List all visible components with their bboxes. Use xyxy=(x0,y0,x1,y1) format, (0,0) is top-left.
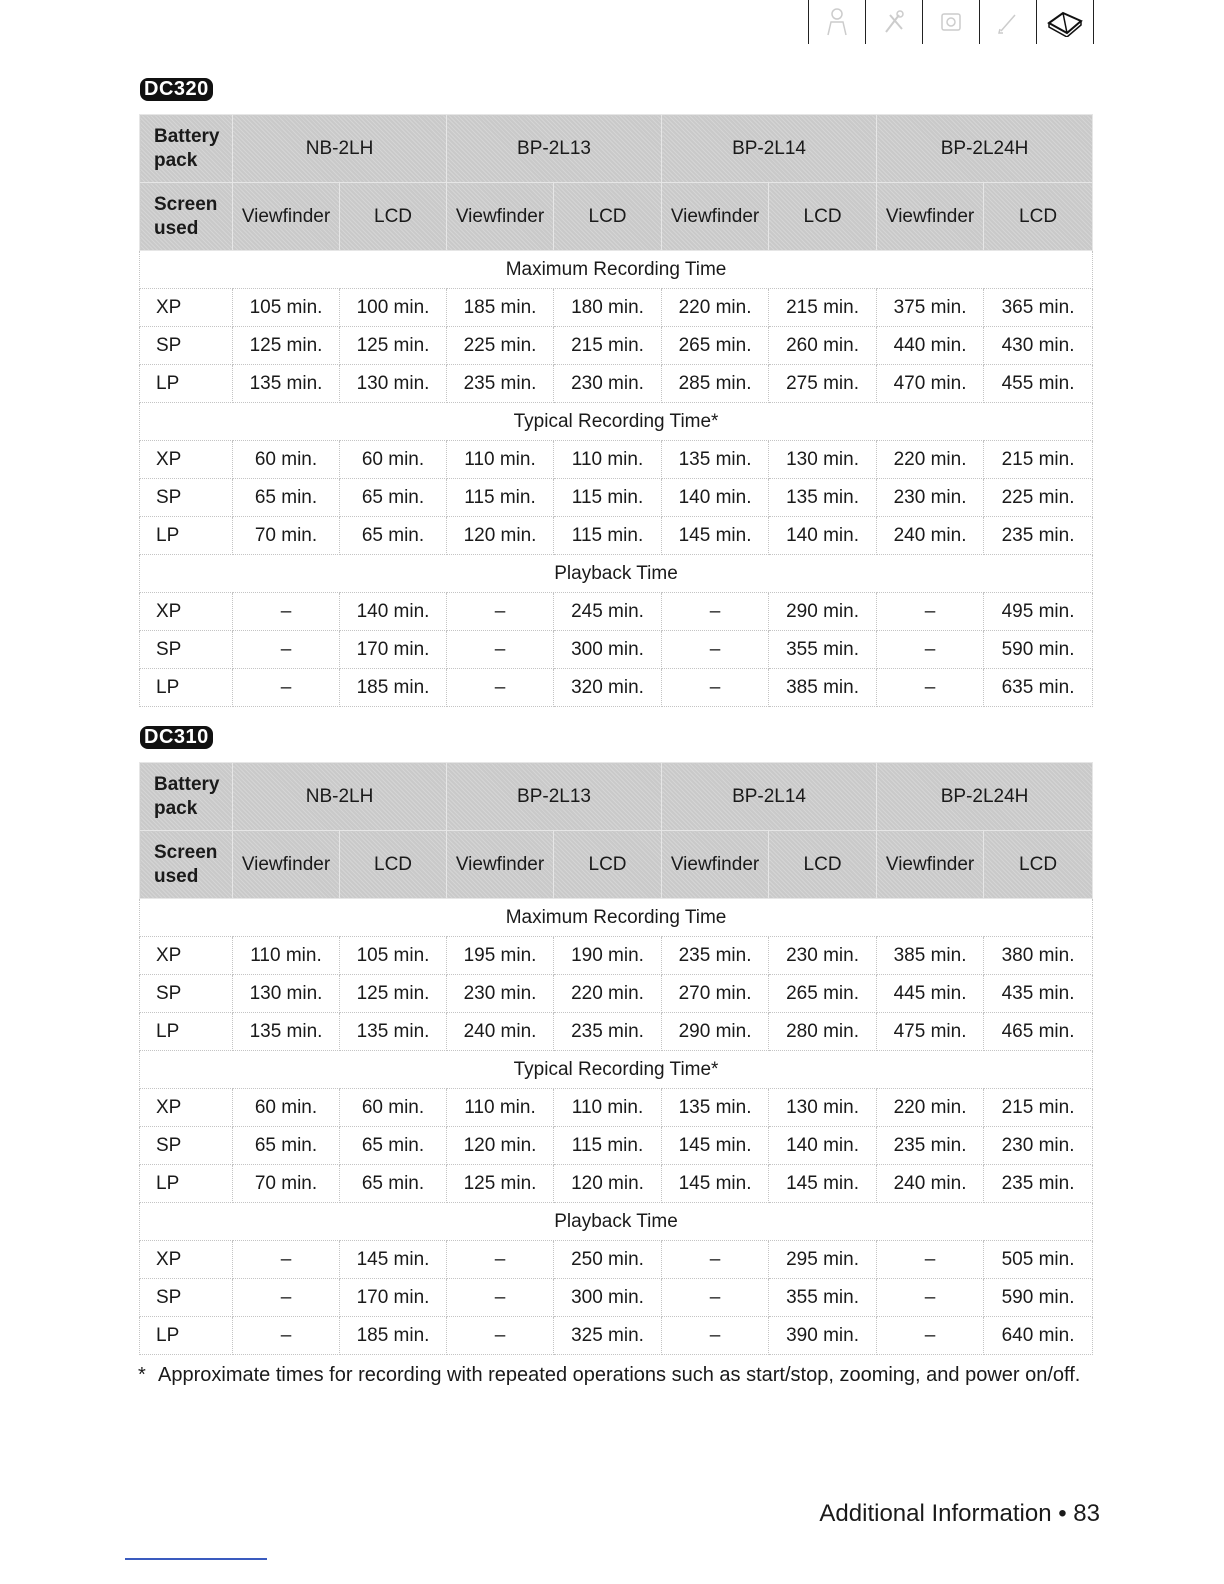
time-value: – xyxy=(447,631,554,669)
time-value: 250 min. xyxy=(554,1241,662,1279)
footer-section-title: Additional Information xyxy=(819,1500,1052,1527)
table-row xyxy=(140,937,1093,975)
battery-model: NB-2LH xyxy=(233,763,447,831)
time-value: 65 min. xyxy=(340,517,447,555)
time-value: – xyxy=(877,1317,984,1355)
table-row xyxy=(140,441,1093,479)
table-row xyxy=(140,479,1093,517)
time-value: 265 min. xyxy=(662,327,769,365)
time-value: 185 min. xyxy=(340,1317,447,1355)
recording-mode: SP xyxy=(140,1279,233,1317)
time-value: – xyxy=(233,1241,340,1279)
time-value: 235 min. xyxy=(877,1127,984,1165)
time-value: 240 min. xyxy=(877,517,984,555)
recording-mode: XP xyxy=(140,593,233,631)
time-value: 140 min. xyxy=(662,479,769,517)
screen-type: Viewfinder xyxy=(877,183,984,251)
recording-mode: XP xyxy=(140,937,233,975)
time-value: 125 min. xyxy=(233,327,340,365)
recording-mode: LP xyxy=(140,1317,233,1355)
group-title: Playback Time xyxy=(140,1203,1093,1241)
battery-model: BP-2L24H xyxy=(877,763,1093,831)
footer-bullet: • xyxy=(1058,1500,1067,1527)
time-value: 70 min. xyxy=(233,517,340,555)
battery-model: BP-2L13 xyxy=(447,115,662,183)
battery-model: NB-2LH xyxy=(233,115,447,183)
screen-type: LCD xyxy=(984,831,1093,899)
time-value: 190 min. xyxy=(554,937,662,975)
time-value: 115 min. xyxy=(554,517,662,555)
time-value: 440 min. xyxy=(877,327,984,365)
time-value: – xyxy=(877,669,984,707)
screen-type: Viewfinder xyxy=(233,183,340,251)
time-value: 100 min. xyxy=(340,289,447,327)
time-value: 60 min. xyxy=(340,1089,447,1127)
time-value: 475 min. xyxy=(877,1013,984,1051)
time-value: 385 min. xyxy=(769,669,877,707)
page-footer xyxy=(819,1500,1100,1528)
time-value: 235 min. xyxy=(447,365,554,403)
battery-model: BP-2L13 xyxy=(447,763,662,831)
time-value: – xyxy=(877,593,984,631)
time-value: – xyxy=(662,1279,769,1317)
time-value: 390 min. xyxy=(769,1317,877,1355)
time-value: 290 min. xyxy=(662,1013,769,1051)
time-value: – xyxy=(447,669,554,707)
time-value: 590 min. xyxy=(984,631,1093,669)
recording-mode: LP xyxy=(140,517,233,555)
screen-type: Viewfinder xyxy=(447,831,554,899)
table-row xyxy=(140,1089,1093,1127)
time-value: 265 min. xyxy=(769,975,877,1013)
time-value: 220 min. xyxy=(877,1089,984,1127)
time-value: 435 min. xyxy=(984,975,1093,1013)
screen-type: Viewfinder xyxy=(662,183,769,251)
recording-mode: SP xyxy=(140,327,233,365)
spec-table xyxy=(139,114,1093,707)
time-value: 215 min. xyxy=(554,327,662,365)
time-value: 115 min. xyxy=(554,1127,662,1165)
time-value: 65 min. xyxy=(233,1127,340,1165)
time-value: – xyxy=(662,1241,769,1279)
time-value: 455 min. xyxy=(984,365,1093,403)
time-value: 240 min. xyxy=(877,1165,984,1203)
time-value: 60 min. xyxy=(340,441,447,479)
table-row xyxy=(140,1317,1093,1355)
table-row xyxy=(140,327,1093,365)
recording-mode: XP xyxy=(140,289,233,327)
screen-type: LCD xyxy=(554,831,662,899)
time-value: 260 min. xyxy=(769,327,877,365)
recording-mode: SP xyxy=(140,1127,233,1165)
nav-tab-edit[interactable] xyxy=(979,0,1036,44)
battery-model: BP-2L24H xyxy=(877,115,1093,183)
time-value: 220 min. xyxy=(662,289,769,327)
time-value: 640 min. xyxy=(984,1317,1093,1355)
time-value: 235 min. xyxy=(984,1165,1093,1203)
time-value: 195 min. xyxy=(447,937,554,975)
time-value: 590 min. xyxy=(984,1279,1093,1317)
table-row xyxy=(140,289,1093,327)
time-value: 180 min. xyxy=(554,289,662,327)
time-value: 60 min. xyxy=(233,1089,340,1127)
time-value: 430 min. xyxy=(984,327,1093,365)
screen-type: LCD xyxy=(984,183,1093,251)
screen-type: Viewfinder xyxy=(233,831,340,899)
screen-type: LCD xyxy=(769,183,877,251)
nav-tab-tools[interactable] xyxy=(865,0,922,44)
time-value: 135 min. xyxy=(769,479,877,517)
time-value: 170 min. xyxy=(340,1279,447,1317)
time-value: 110 min. xyxy=(233,937,340,975)
time-value: 245 min. xyxy=(554,593,662,631)
screen-used-label: Screen used xyxy=(140,831,233,899)
time-value: 135 min. xyxy=(662,1089,769,1127)
time-value: 170 min. xyxy=(340,631,447,669)
time-value: 285 min. xyxy=(662,365,769,403)
time-value: 145 min. xyxy=(340,1241,447,1279)
table-row xyxy=(140,1165,1093,1203)
time-value: 65 min. xyxy=(233,479,340,517)
time-value: 110 min. xyxy=(447,1089,554,1127)
footnote xyxy=(138,1363,1088,1388)
screen-type: LCD xyxy=(340,831,447,899)
table-row xyxy=(140,1279,1093,1317)
time-value: 365 min. xyxy=(984,289,1093,327)
time-value: 60 min. xyxy=(233,441,340,479)
time-value: 125 min. xyxy=(340,975,447,1013)
time-value: – xyxy=(662,669,769,707)
spec-table xyxy=(139,762,1093,1355)
time-value: – xyxy=(447,1279,554,1317)
time-value: 110 min. xyxy=(447,441,554,479)
group-title: Maximum Recording Time xyxy=(140,251,1093,289)
time-value: 230 min. xyxy=(877,479,984,517)
time-value: 470 min. xyxy=(877,365,984,403)
time-value: 275 min. xyxy=(769,365,877,403)
group-title: Typical Recording Time* xyxy=(140,403,1093,441)
time-value: 280 min. xyxy=(769,1013,877,1051)
group-title: Playback Time xyxy=(140,555,1093,593)
page-number: 83 xyxy=(1073,1500,1100,1527)
time-value: 225 min. xyxy=(984,479,1093,517)
time-value: 135 min. xyxy=(662,441,769,479)
time-value: 385 min. xyxy=(877,937,984,975)
time-value: – xyxy=(662,593,769,631)
group-title-row xyxy=(140,555,1093,593)
time-value: 635 min. xyxy=(984,669,1093,707)
time-value: 70 min. xyxy=(233,1165,340,1203)
screen-type: LCD xyxy=(769,831,877,899)
time-value: – xyxy=(662,1317,769,1355)
time-value: 130 min. xyxy=(340,365,447,403)
time-value: 270 min. xyxy=(662,975,769,1013)
screen-type: Viewfinder xyxy=(447,183,554,251)
table-row xyxy=(140,517,1093,555)
table-row xyxy=(140,1241,1093,1279)
nav-tab-info[interactable] xyxy=(1036,0,1094,44)
recording-mode: SP xyxy=(140,479,233,517)
group-title-row xyxy=(140,251,1093,289)
time-value: 105 min. xyxy=(233,289,340,327)
time-value: 135 min. xyxy=(340,1013,447,1051)
screen-type: LCD xyxy=(554,183,662,251)
table-row xyxy=(140,593,1093,631)
time-value: 65 min. xyxy=(340,479,447,517)
time-value: 505 min. xyxy=(984,1241,1093,1279)
time-value: – xyxy=(877,631,984,669)
time-value: 495 min. xyxy=(984,593,1093,631)
time-value: 145 min. xyxy=(769,1165,877,1203)
time-value: 445 min. xyxy=(877,975,984,1013)
screen-used-label: Screen used xyxy=(140,183,233,251)
recording-mode: LP xyxy=(140,1165,233,1203)
table-row xyxy=(140,1127,1093,1165)
person-icon xyxy=(824,7,850,37)
table-row xyxy=(140,365,1093,403)
time-value: 145 min. xyxy=(662,1127,769,1165)
time-value: – xyxy=(447,1241,554,1279)
tools-icon xyxy=(881,7,907,37)
time-value: 465 min. xyxy=(984,1013,1093,1051)
recording-mode: LP xyxy=(140,1013,233,1051)
table-row xyxy=(140,975,1093,1013)
battery-header-row xyxy=(140,763,1093,831)
time-value: – xyxy=(233,669,340,707)
table-row xyxy=(140,631,1093,669)
group-title-row xyxy=(140,1203,1093,1241)
time-value: 65 min. xyxy=(340,1127,447,1165)
time-value: 105 min. xyxy=(340,937,447,975)
time-value: 290 min. xyxy=(769,593,877,631)
time-value: 235 min. xyxy=(662,937,769,975)
book-icon xyxy=(1045,7,1085,37)
time-value: 215 min. xyxy=(984,1089,1093,1127)
battery-model: BP-2L14 xyxy=(662,115,877,183)
time-value: 110 min. xyxy=(554,1089,662,1127)
time-value: – xyxy=(233,593,340,631)
time-value: 65 min. xyxy=(340,1165,447,1203)
pen-icon xyxy=(995,7,1021,37)
group-title-row xyxy=(140,403,1093,441)
time-value: 300 min. xyxy=(554,631,662,669)
recording-time-table-dc320 xyxy=(139,114,1092,707)
battery-pack-label: Battery pack xyxy=(140,115,233,183)
screen-type: LCD xyxy=(340,183,447,251)
time-value: 215 min. xyxy=(984,441,1093,479)
time-value: 185 min. xyxy=(447,289,554,327)
nav-tab-intro[interactable] xyxy=(808,0,865,44)
time-value: 110 min. xyxy=(554,441,662,479)
time-value: 240 min. xyxy=(447,1013,554,1051)
time-value: 235 min. xyxy=(984,517,1093,555)
time-value: 355 min. xyxy=(769,631,877,669)
time-value: 125 min. xyxy=(340,327,447,365)
time-value: 230 min. xyxy=(447,975,554,1013)
group-title-row xyxy=(140,1051,1093,1089)
time-value: – xyxy=(233,1317,340,1355)
battery-pack-label: Battery pack xyxy=(140,763,233,831)
recording-mode: XP xyxy=(140,441,233,479)
screen-header-row xyxy=(140,183,1093,251)
time-value: 140 min. xyxy=(769,517,877,555)
battery-header-row xyxy=(140,115,1093,183)
nav-tabs xyxy=(808,0,1094,44)
time-value: 325 min. xyxy=(554,1317,662,1355)
group-title: Typical Recording Time* xyxy=(140,1051,1093,1089)
time-value: 230 min. xyxy=(984,1127,1093,1165)
screen-type: Viewfinder xyxy=(877,831,984,899)
time-value: 120 min. xyxy=(447,1127,554,1165)
time-value: – xyxy=(877,1279,984,1317)
time-value: 320 min. xyxy=(554,669,662,707)
time-value: – xyxy=(447,1317,554,1355)
time-value: 130 min. xyxy=(769,1089,877,1127)
time-value: 120 min. xyxy=(554,1165,662,1203)
time-value: 220 min. xyxy=(554,975,662,1013)
recording-time-table-dc310 xyxy=(139,762,1092,1355)
time-value: 125 min. xyxy=(447,1165,554,1203)
time-value: 220 min. xyxy=(877,441,984,479)
time-value: – xyxy=(662,631,769,669)
time-value: 145 min. xyxy=(662,1165,769,1203)
time-value: 130 min. xyxy=(769,441,877,479)
time-value: 355 min. xyxy=(769,1279,877,1317)
time-value: 135 min. xyxy=(233,365,340,403)
time-value: 115 min. xyxy=(554,479,662,517)
time-value: 140 min. xyxy=(769,1127,877,1165)
screen-type: Viewfinder xyxy=(662,831,769,899)
screen-header-row xyxy=(140,831,1093,899)
time-value: – xyxy=(233,631,340,669)
time-value: 380 min. xyxy=(984,937,1093,975)
nav-tab-settings[interactable] xyxy=(922,0,979,44)
time-value: 230 min. xyxy=(769,937,877,975)
model-badge: DC310 xyxy=(140,726,213,749)
time-value: – xyxy=(877,1241,984,1279)
time-value: 235 min. xyxy=(554,1013,662,1051)
time-value: 130 min. xyxy=(233,975,340,1013)
time-value: – xyxy=(233,1279,340,1317)
recording-mode: LP xyxy=(140,365,233,403)
time-value: 230 min. xyxy=(554,365,662,403)
recording-mode: XP xyxy=(140,1241,233,1279)
recording-mode: SP xyxy=(140,631,233,669)
time-value: 300 min. xyxy=(554,1279,662,1317)
gear-icon xyxy=(937,7,965,37)
table-row xyxy=(140,669,1093,707)
time-value: 115 min. xyxy=(447,479,554,517)
table-row xyxy=(140,1013,1093,1051)
time-value: 215 min. xyxy=(769,289,877,327)
time-value: 375 min. xyxy=(877,289,984,327)
time-value: 120 min. xyxy=(447,517,554,555)
time-value: 145 min. xyxy=(662,517,769,555)
time-value: – xyxy=(447,593,554,631)
time-value: 185 min. xyxy=(340,669,447,707)
bottom-rule xyxy=(125,1558,267,1560)
footnote-text: Approximate times for recording with repeated operations such as start/stop, zooming, and power on/off. xyxy=(158,1364,1081,1386)
recording-mode: LP xyxy=(140,669,233,707)
group-title-row xyxy=(140,899,1093,937)
recording-mode: SP xyxy=(140,975,233,1013)
footnote-marker: * xyxy=(138,1364,146,1386)
time-value: 225 min. xyxy=(447,327,554,365)
recording-mode: XP xyxy=(140,1089,233,1127)
time-value: 135 min. xyxy=(233,1013,340,1051)
time-value: 295 min. xyxy=(769,1241,877,1279)
battery-model: BP-2L14 xyxy=(662,763,877,831)
model-badge: DC320 xyxy=(140,78,213,101)
time-value: 140 min. xyxy=(340,593,447,631)
group-title: Maximum Recording Time xyxy=(140,899,1093,937)
